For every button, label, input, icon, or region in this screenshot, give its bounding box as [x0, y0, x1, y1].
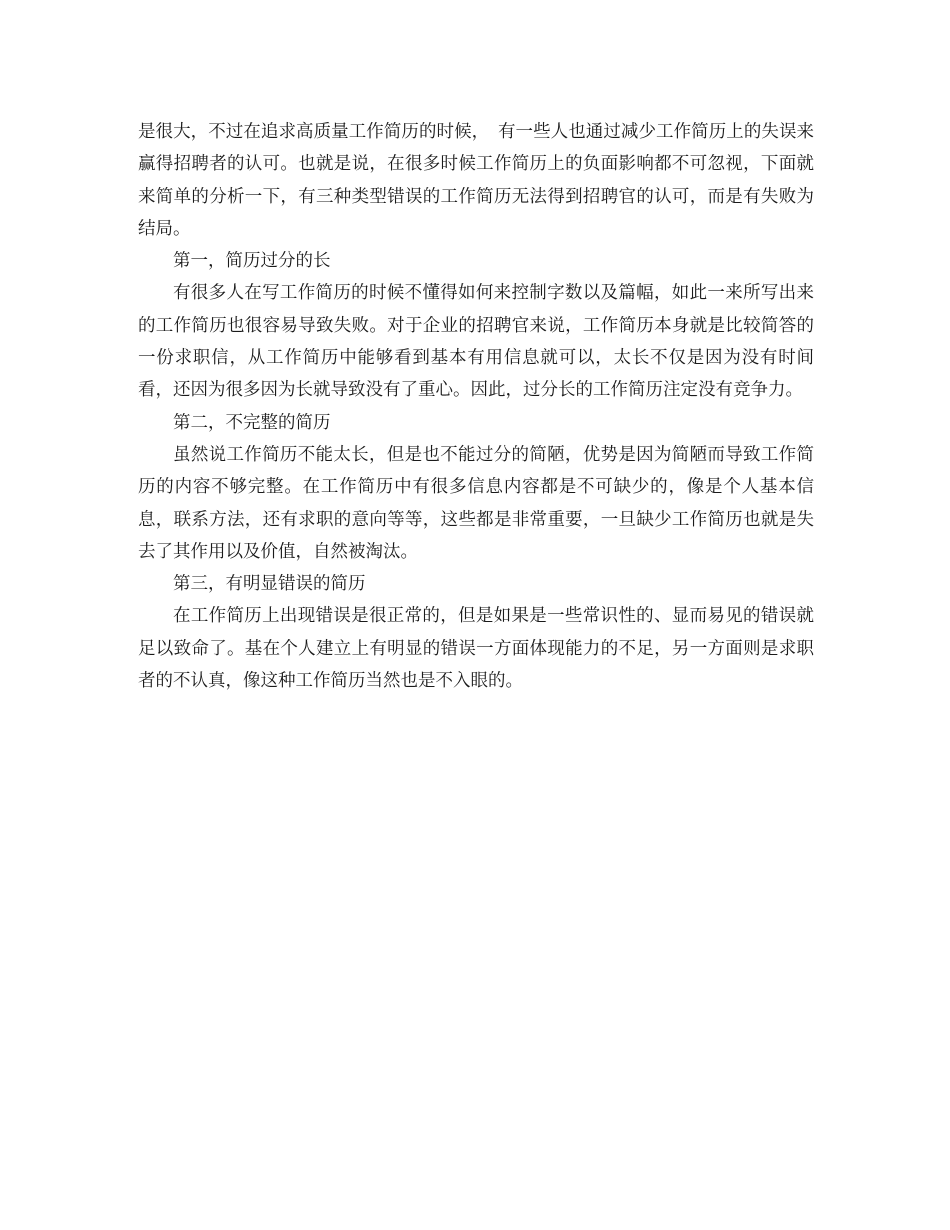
- section-heading-third: 第三，有明显错误的简历: [173, 574, 366, 595]
- document-body: [138, 116, 814, 697]
- paragraph-intro-continued: 是很大，不过在追求高质量工作简历的时候， 有一些人也通过减少工作简历上的失误来赢得招聘者的认可。也就是说，在很多时候工作简历上的负面影响都不可忽视，下面就来简单的分析一下，有三种类型错误的工作简历无法得到招聘官的认可，而是有失败为结局。: [138, 122, 814, 239]
- paragraph-third: 在工作简历上出现错误是很正常的，但是如果是一些常识性的、显而易见的错误就足以致命了。基在个人建立上有明显的错误一方面体现能力的不足，另一方面则是求职者的不认真，像这种工作简历当然也是不入眼的。: [138, 606, 814, 692]
- section-heading-first: 第一，简历过分的长: [173, 251, 331, 272]
- section-heading-second: 第二，不完整的简历: [173, 412, 331, 433]
- paragraph-first: 有很多人在写工作简历的时候不懂得如何来控制字数以及篇幅，如此一来所写出来的工作简历也很容易导致失败。对于企业的招聘官来说，工作简历本身就是比较简答的一份求职信，从工作简历中能够看到基本有用信息就可以，太长不仅是因为没有时间看，还因为很多因为长就导致没有了重心。因此，过分长的工作简历注定没有竞争力。: [138, 283, 814, 401]
- paragraph-second: 虽然说工作简历不能太长，但是也不能过分的简陋，优势是因为简陋而导致工作简历的内容不够完整。在工作简历中有很多信息内容都是不可缺少的，像是个人基本信息，联系方法，还有求职的意向等等，这些都是非常重要，一旦缺少工作简历也就是失去了其作用以及价值，自然被淘汰。: [138, 444, 814, 562]
